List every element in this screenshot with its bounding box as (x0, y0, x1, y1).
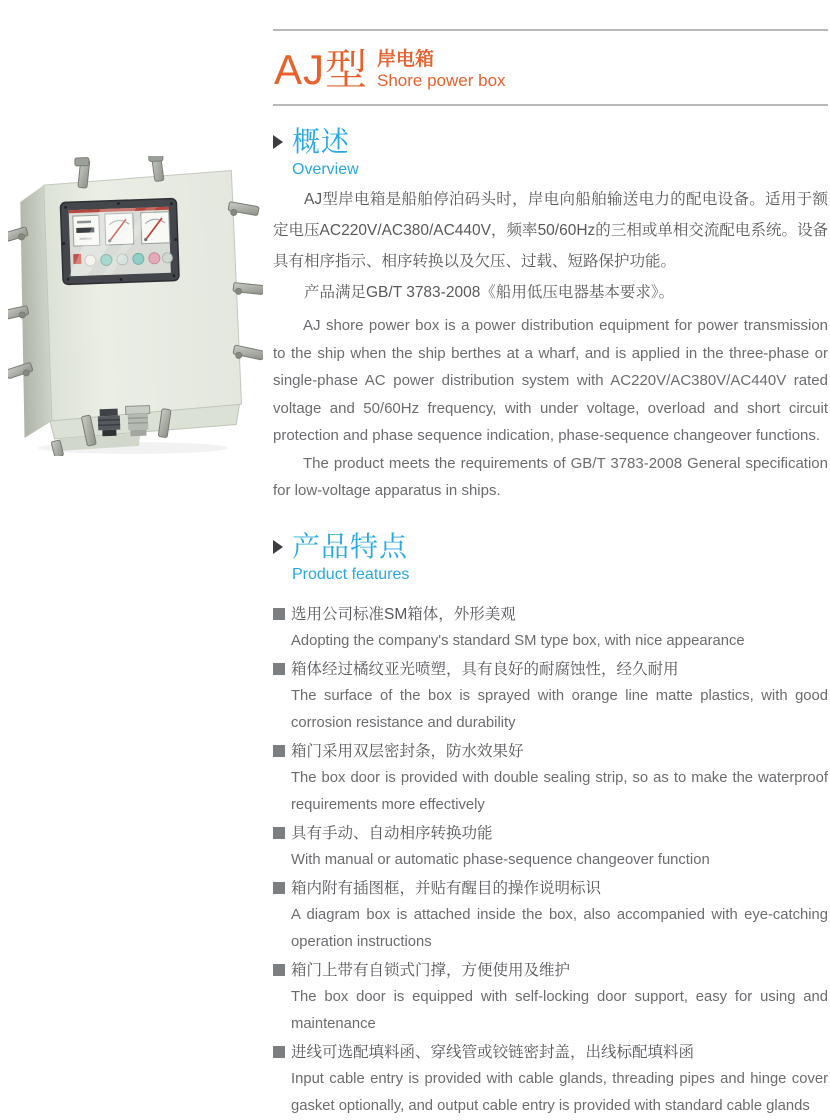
square-bullet-icon (273, 608, 285, 620)
overview-heading-cn: 概述 (292, 126, 351, 157)
feature-title-text: 具有手动、自动相序转换功能 (291, 825, 493, 842)
features-heading-en: Product features (292, 566, 410, 583)
feature-desc-en: The box door is provided with double sealing strip, so as to make the waterproof requirements more effectively (291, 770, 828, 813)
feature-desc-en: The box door is equipped with self-locking door support, easy for using and maintenance (291, 989, 828, 1032)
feature-item (273, 601, 828, 655)
top-divider (273, 29, 828, 31)
feature-title-cn (273, 820, 828, 847)
overview-paragraphs-en (273, 312, 828, 505)
product-name-en: Shore power box (377, 71, 506, 90)
feature-title-cn (273, 738, 828, 765)
section-features-heading (273, 531, 828, 585)
overview-paragraphs-cn (273, 184, 828, 308)
feature-title-text: 箱内附有插图框，并贴有醒目的操作说明标识 (291, 880, 602, 897)
section-overview-heading (273, 126, 828, 180)
product-photo (8, 156, 263, 456)
product-title (274, 44, 506, 96)
feature-title-text: 箱体经过橘纹亚光喷塑，具有良好的耐腐蚀性，经久耐用 (291, 661, 679, 678)
triangle-marker-icon (273, 135, 283, 149)
feature-title-cn (273, 957, 828, 984)
square-bullet-icon (273, 745, 285, 757)
overview-en-p2: The product meets the requirements of GB/T 3783-2008 General specification for low-voltage apparatus in ships. (273, 454, 828, 499)
overview-cn-p2: 产品满足GB/T 3783-2008《船用低压电器基本要求》。 (304, 284, 675, 301)
feature-desc-en: With manual or automatic phase-sequence changeover function (291, 852, 710, 868)
feature-desc-en: Input cable entry is provided with cable glands, threading pipes and hinge cover gasket optionally, and output cable entry is provided with standard cable glands (291, 1071, 828, 1114)
feature-title-cn (273, 656, 828, 683)
triangle-marker-icon (273, 540, 283, 554)
square-bullet-icon (273, 964, 285, 976)
feature-title-cn (273, 601, 828, 628)
title-divider (273, 104, 828, 106)
feature-desc-en: The surface of the box is sprayed with orange line matte plastics, with good corrosion resistance and durability (291, 688, 828, 731)
product-model: AJ型 (274, 46, 369, 93)
feature-title-text: 选用公司标准SM箱体，外形美观 (291, 606, 516, 623)
feature-item (273, 738, 828, 819)
feature-item (273, 656, 828, 737)
feature-item (273, 1039, 828, 1120)
feature-desc-en: Adopting the company's standard SM type box, with nice appearance (291, 633, 745, 649)
feature-item (273, 957, 828, 1038)
feature-item (273, 875, 828, 956)
square-bullet-icon (273, 1046, 285, 1058)
feature-title-text: 箱门上带有自锁式门撑，方便使用及维护 (291, 962, 571, 979)
overview-heading-en: Overview (292, 161, 359, 178)
features-list (273, 600, 828, 1120)
feature-title-text: 进线可选配填料函、穿线管或铰链密封盖，出线标配填料函 (291, 1044, 695, 1061)
square-bullet-icon (273, 663, 285, 675)
window-panel (60, 198, 179, 284)
features-heading-cn: 产品特点 (292, 531, 409, 562)
feature-title-cn (273, 875, 828, 902)
overview-en-p1: AJ shore power box is a power distribution equipment for power transmission to the ship when the ship berthes at a wharf, and is applied in the three-phase or single-phase AC power distribution system with AC220V/AC380V/AC440V rated voltage and 50/60Hz frequency, with under voltage, overload and short circuit protection and phase sequence indication, phase-sequence changeover functions. (273, 317, 828, 444)
product-title-sub (377, 44, 506, 91)
feature-item (273, 820, 828, 874)
feature-title-text: 箱门采用双层密封条，防水效果好 (291, 743, 524, 760)
square-bullet-icon (273, 882, 285, 894)
overview-cn-p1: AJ型岸电箱是船舶停泊码头时，岸电向船舶输送电力的配电设备。适用于额定电压AC220V/AC380/AC440V，频率50/60Hz的三相或单相交流配电系统。设备具有相序指示、相序转换以及欠压、过载、短路保护功能。 (273, 191, 828, 270)
square-bullet-icon (273, 827, 285, 839)
feature-title-cn (273, 1039, 828, 1066)
product-name-cn: 岸电箱 (377, 49, 435, 70)
feature-desc-en: A diagram box is attached inside the box, also accompanied with eye-catching operation instructions (291, 907, 828, 950)
